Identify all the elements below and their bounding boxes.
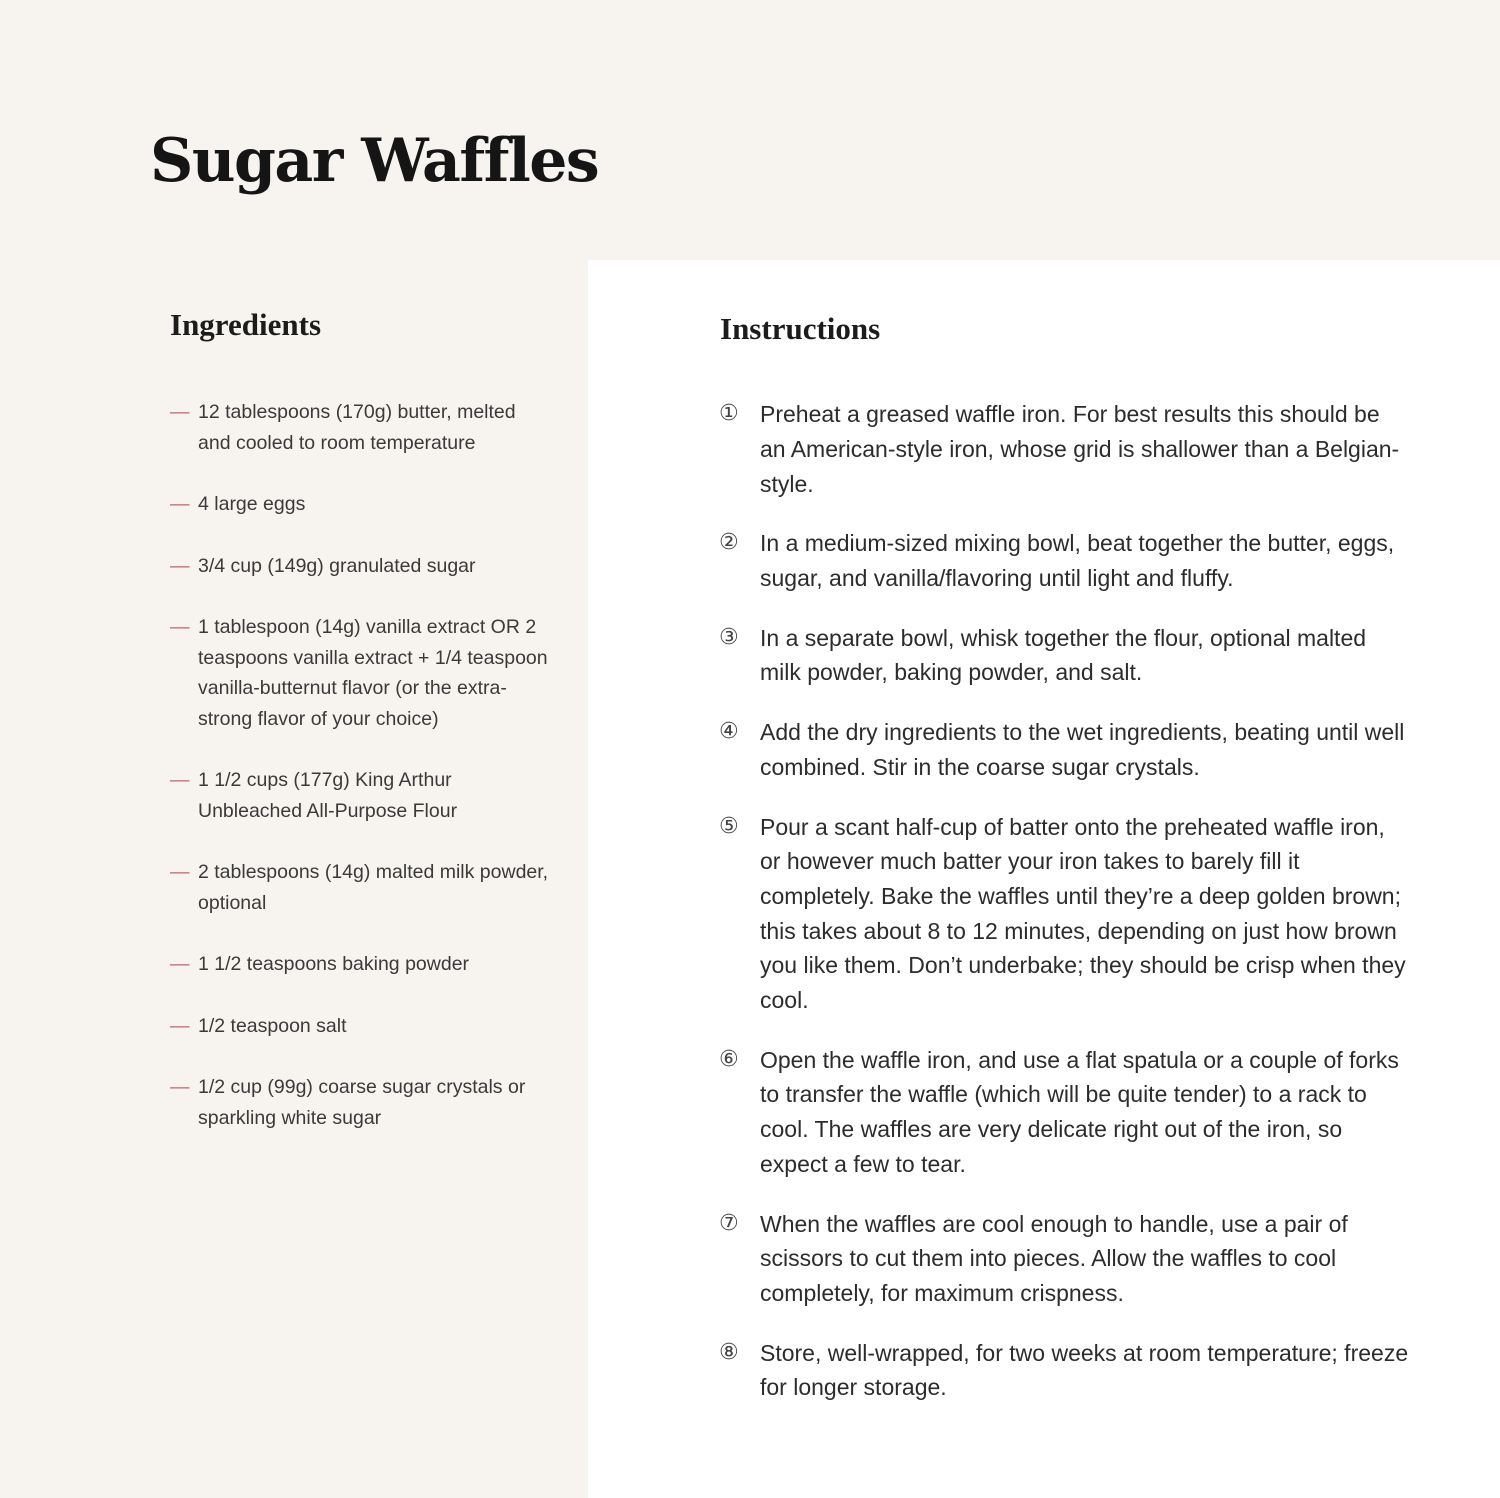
instruction-step bbox=[720, 526, 1410, 595]
ingredient-item bbox=[170, 1072, 550, 1133]
dash-bullet-icon: — bbox=[170, 953, 190, 976]
dash-bullet-icon: — bbox=[170, 616, 190, 639]
dash-bullet-icon: — bbox=[170, 861, 190, 884]
step-text: Store, well-wrapped, for two weeks at room temperature; freeze for longer storage. bbox=[760, 1339, 1409, 1401]
step-number-icon: ⑦ bbox=[719, 1210, 739, 1236]
ingredient-item bbox=[170, 765, 550, 826]
ingredient-text: 1/2 cup (99g) coarse sugar crystals or sparkling white sugar bbox=[198, 1076, 526, 1129]
ingredient-text: 12 tablespoons (170g) butter, melted and cooled to room temperature bbox=[198, 401, 516, 454]
step-number-icon: ⑤ bbox=[719, 813, 739, 839]
ingredient-text: 3/4 cup (149g) granulated sugar bbox=[198, 554, 476, 577]
instruction-step bbox=[720, 397, 1410, 501]
ingredients-section bbox=[170, 306, 550, 1164]
ingredients-list bbox=[170, 397, 550, 1133]
dash-bullet-icon: — bbox=[170, 1076, 190, 1099]
ingredient-text: 4 large eggs bbox=[198, 493, 306, 516]
ingredient-item bbox=[170, 857, 550, 918]
dash-bullet-icon: — bbox=[170, 554, 190, 577]
instruction-step bbox=[720, 1043, 1410, 1182]
ingredient-item bbox=[170, 551, 550, 582]
step-text: Pour a scant half-cup of batter onto the preheated waffle iron, or however much batter your iron takes to barely fill it completely. Bake the waffles until they’re a deep golden brown; this takes about 8 to 12 minutes, depending on just how brown you like them. Don’t underbake; they should be crisp when they cool. bbox=[760, 813, 1406, 1014]
step-number-icon: ② bbox=[719, 530, 739, 556]
dash-bullet-icon: — bbox=[170, 1014, 190, 1037]
step-number-icon: ⑧ bbox=[719, 1339, 739, 1365]
instruction-step bbox=[720, 1207, 1410, 1311]
instructions-panel bbox=[588, 260, 1500, 1498]
ingredient-text: 1 tablespoon (14g) vanilla extract OR 2 teaspoons vanilla extract + 1/4 teaspoon vanilla-butternut flavor (or the extra-strong flavor of your choice) bbox=[198, 616, 548, 730]
ingredient-text: 1 1/2 cups (177g) King Arthur Unbleached All-Purpose Flour bbox=[198, 769, 458, 822]
step-number-icon: ① bbox=[719, 401, 739, 427]
step-text: Preheat a greased waffle iron. For best results this should be an American-style iron, whose grid is shallower than a Belgian-style. bbox=[760, 401, 1400, 497]
ingredient-item bbox=[170, 397, 550, 458]
instruction-step bbox=[720, 1336, 1410, 1405]
step-number-icon: ③ bbox=[719, 624, 739, 650]
dash-bullet-icon: — bbox=[170, 493, 190, 516]
step-text: Open the waffle iron, and use a flat spatula or a couple of forks to transfer the waffle (which will be quite tender) to a rack to cool. The waffles are very delicate right out of the iron, so expect a few to tear. bbox=[760, 1046, 1399, 1177]
ingredients-heading: Ingredients bbox=[170, 307, 322, 342]
instructions-list bbox=[720, 397, 1410, 1405]
ingredient-text: 2 tablespoons (14g) malted milk powder, optional bbox=[198, 861, 549, 914]
dash-bullet-icon: — bbox=[170, 401, 190, 424]
dash-bullet-icon: — bbox=[170, 769, 190, 792]
instruction-step bbox=[720, 715, 1410, 784]
ingredient-item bbox=[170, 489, 550, 520]
step-text: When the waffles are cool enough to handle, use a pair of scissors to cut them into pieces. Allow the waffles to cool completely, for maximum crispness. bbox=[760, 1210, 1348, 1306]
ingredient-item bbox=[170, 1011, 550, 1042]
ingredient-text: 1 1/2 teaspoons baking powder bbox=[198, 953, 470, 976]
step-text: In a medium-sized mixing bowl, beat together the butter, eggs, sugar, and vanilla/flavoring until light and fluffy. bbox=[760, 530, 1395, 591]
instructions-section bbox=[720, 310, 1410, 1430]
step-number-icon: ④ bbox=[719, 719, 739, 745]
ingredient-text: 1/2 teaspoon salt bbox=[198, 1014, 347, 1037]
step-text: Add the dry ingredients to the wet ingredients, beating until well combined. Stir in the coarse sugar crystals. bbox=[760, 719, 1405, 780]
recipe-title: Sugar Waffles bbox=[150, 126, 599, 196]
ingredient-item bbox=[170, 612, 550, 734]
step-number-icon: ⑥ bbox=[719, 1046, 739, 1072]
instructions-heading: Instructions bbox=[720, 311, 881, 346]
ingredient-item bbox=[170, 949, 550, 980]
instruction-step bbox=[720, 810, 1410, 1018]
instruction-step bbox=[720, 621, 1410, 690]
step-text: In a separate bowl, whisk together the flour, optional malted milk powder, baking powder, and salt. bbox=[760, 624, 1367, 686]
